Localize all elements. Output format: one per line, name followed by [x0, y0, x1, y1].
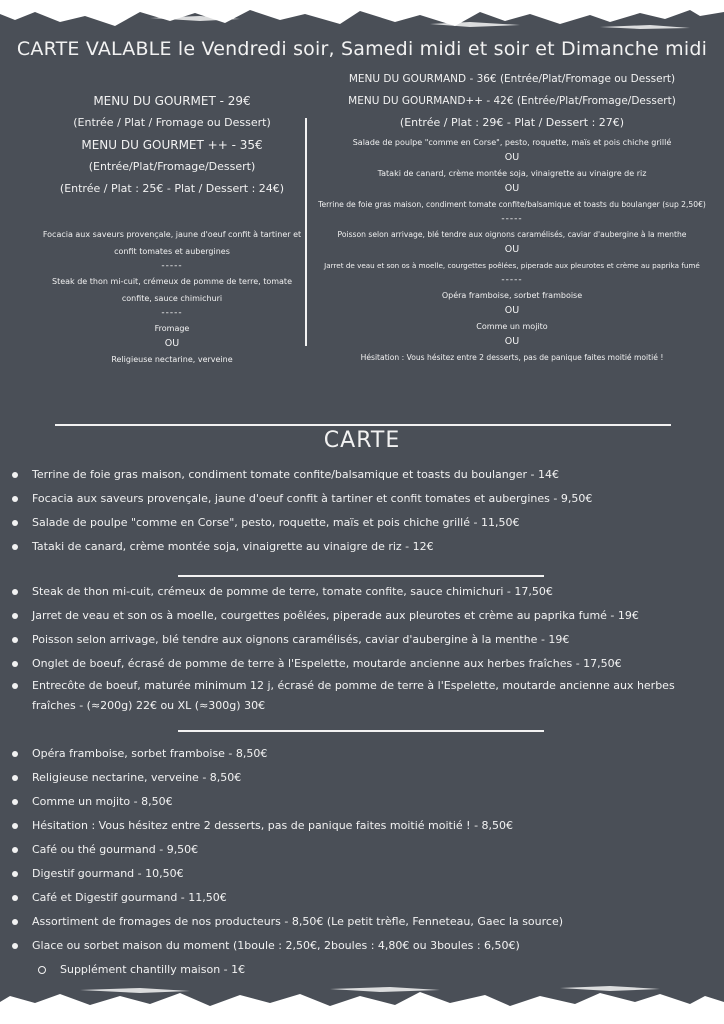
list-item	[12, 676, 717, 716]
bullet-icon	[12, 472, 18, 478]
section-divider	[178, 575, 544, 577]
gourmet-main: Steak de thon mi-cuit, crémeux de pomme de terre, tomate confite, sauce chimichuri	[51, 277, 292, 303]
bullet-icon	[12, 823, 18, 829]
bullet-icon	[12, 520, 18, 526]
bullet-icon	[12, 637, 18, 643]
menu-gourmet-plus-title: MENU DU GOURMET ++ - 35€	[81, 138, 263, 152]
list-item	[12, 628, 712, 652]
bullet-icon	[12, 613, 18, 619]
gourmet-dessert: Religieuse nectarine, verveine	[111, 355, 233, 364]
gourmand-dessert-1: Opéra framboise, sorbet framboise	[441, 291, 583, 300]
circle-bullet-icon	[38, 966, 46, 974]
bullet-icon	[12, 871, 18, 877]
menu-gourmet-prices: (Entrée / Plat : 25€ - Plat / Dessert : 24€)	[59, 182, 285, 195]
list-item	[12, 910, 712, 934]
or-label: OU	[504, 336, 520, 347]
bullet-icon	[12, 895, 18, 901]
carte-desserts	[12, 742, 712, 982]
list-subitem	[12, 958, 712, 982]
bullet-icon	[12, 544, 18, 550]
list-item	[12, 838, 712, 862]
item-label: Religieuse nectarine, verveine - 8,50€	[32, 771, 242, 784]
carte-mains	[12, 580, 712, 720]
column-divider	[305, 118, 307, 346]
menu-gourmand-title: MENU DU GOURMAND - 36€ (Entrée/Plat/Fromage ou Dessert)	[348, 73, 676, 85]
list-item	[12, 511, 712, 535]
menu-gourmand-prices: (Entrée / Plat : 29€ - Plat / Dessert : 27€)	[399, 116, 625, 129]
list-item	[12, 814, 712, 838]
bullet-icon	[12, 751, 18, 757]
section-divider	[178, 730, 544, 732]
or-label: OU	[164, 338, 180, 349]
carte-title: CARTE	[323, 428, 401, 453]
item-label: Glace ou sorbet maison du moment (1boule : 2,50€, 2boules : 4,80€ ou 3boules : 6,50€)	[32, 939, 520, 952]
spacer	[38, 200, 306, 226]
bullet-icon	[12, 847, 18, 853]
separator: -----	[161, 308, 183, 318]
item-label: Supplément chantilly maison - 1€	[60, 963, 246, 976]
item-label: Steak de thon mi-cuit, crémeux de pomme de terre, tomate confite, sauce chimichuri - 17,50€	[32, 585, 553, 598]
list-item	[12, 862, 712, 886]
menu-gourmet-plus-detail: (Entrée/Plat/Fromage/Dessert)	[88, 160, 256, 173]
bullet-icon	[12, 775, 18, 781]
list-item	[12, 886, 712, 910]
item-label: Entrecôte de boeuf, maturée minimum 12 j, écrasé de pomme de terre à l'Espelette, moutarde ancienne aux herbes fraîches - (≈200g) 22€ ou XL (≈300g) 30€	[32, 679, 675, 712]
list-item	[12, 742, 712, 766]
or-label: OU	[504, 244, 520, 255]
list-item	[12, 604, 712, 628]
list-item	[12, 580, 712, 604]
gourmand-main-1: Poisson selon arrivage, blé tendre aux oignons caramélisés, caviar d'aubergine à la menthe	[337, 230, 687, 239]
item-label: Opéra framboise, sorbet framboise - 8,50€	[32, 747, 268, 760]
bullet-icon	[12, 589, 18, 595]
item-label: Salade de poulpe "comme en Corse", pesto, roquette, maïs et pois chiche grillé - 11,50€	[32, 516, 520, 529]
gourmand-starter-1: Salade de poulpe "comme en Corse", pesto, roquette, maïs et pois chiche grillé	[352, 138, 672, 147]
brush-edge-bottom	[0, 984, 724, 1024]
brush-edge-top	[0, 0, 724, 40]
bullet-icon	[12, 943, 18, 949]
gourmet-cheese: Fromage	[154, 324, 190, 333]
item-label: Terrine de foie gras maison, condiment tomate confite/balsamique et toasts du boulanger - 14€	[32, 468, 559, 481]
or-label: OU	[504, 152, 520, 163]
separator: -----	[501, 214, 523, 224]
list-item	[12, 652, 712, 676]
list-item	[12, 487, 712, 511]
list-item	[12, 463, 712, 487]
section-divider	[55, 424, 671, 426]
item-label: Tataki de canard, crème montée soja, vinaigrette au vinaigre de riz - 12€	[32, 540, 434, 553]
bullet-icon	[12, 496, 18, 502]
menu-gourmet-title: MENU DU GOURMET - 29€	[93, 94, 251, 108]
bullet-icon	[12, 661, 18, 667]
separator: -----	[501, 275, 523, 285]
bullet-icon	[12, 919, 18, 925]
gourmand-starter-3: Terrine de foie gras maison, condiment tomate confite/balsamique et toasts du boulanger (sup 2,50€)	[318, 200, 706, 209]
gourmand-main-2: Jarret de veau et son os à moelle, courgettes poêlées, piperade aux pleurotes et crème au paprika fumé	[324, 261, 700, 270]
item-label: Jarret de veau et son os à moelle, courgettes poêlées, piperade aux pleurotes et crème au paprika fumé - 19€	[32, 609, 639, 622]
or-label: OU	[504, 305, 520, 316]
item-label: Café ou thé gourmand - 9,50€	[32, 843, 199, 856]
or-label: OU	[504, 183, 520, 194]
item-label: Assortiment de fromages de nos producteurs - 8,50€ (Le petit trèfle, Fenneteau, Gaec la source)	[32, 915, 564, 928]
list-item	[12, 790, 712, 814]
gourmet-starter: Focacia aux saveurs provençale, jaune d'oeuf confit à tartiner et confit tomates et aubergines	[42, 230, 302, 256]
item-label: Digestif gourmand - 10,50€	[32, 867, 184, 880]
gourmand-dessert-3: Hésitation : Vous hésitez entre 2 desserts, pas de panique faites moitié moitié !	[360, 353, 664, 362]
item-label: Onglet de boeuf, écrasé de pomme de terre à l'Espelette, moutarde ancienne aux herbes fraîches - 17,50€	[32, 657, 622, 670]
bullet-icon	[12, 799, 18, 805]
menu-gourmand-plus-title: MENU DU GOURMAND++ - 42€ (Entrée/Plat/Fromage/Dessert)	[348, 95, 676, 107]
page-title: CARTE VALABLE le Vendredi soir, Samedi midi et soir et Dimanche midi	[16, 38, 708, 60]
item-label: Comme un mojito - 8,50€	[32, 795, 173, 808]
gourmand-dessert-2: Comme un mojito	[476, 322, 548, 331]
menu-gourmand	[318, 68, 706, 366]
menu-gourmet	[38, 90, 306, 368]
list-item	[12, 934, 712, 958]
item-label: Hésitation : Vous hésitez entre 2 desserts, pas de panique faites moitié moitié ! - 8,50€	[32, 819, 514, 832]
gourmand-starter-2: Tataki de canard, crème montée soja, vinaigrette au vinaigre de riz	[377, 169, 647, 178]
carte-starters	[12, 463, 712, 559]
separator: -----	[161, 261, 183, 271]
list-item	[12, 766, 712, 790]
list-item	[12, 535, 712, 559]
item-label: Focacia aux saveurs provençale, jaune d'oeuf confit à tartiner et confit tomates et aubergines - 9,50€	[32, 492, 593, 505]
bullet-icon	[12, 683, 18, 689]
menu-gourmet-detail: (Entrée / Plat / Fromage ou Dessert)	[73, 116, 271, 129]
item-label: Poisson selon arrivage, blé tendre aux oignons caramélisés, caviar d'aubergine à la menthe - 19€	[32, 633, 570, 646]
item-label: Café et Digestif gourmand - 11,50€	[32, 891, 227, 904]
